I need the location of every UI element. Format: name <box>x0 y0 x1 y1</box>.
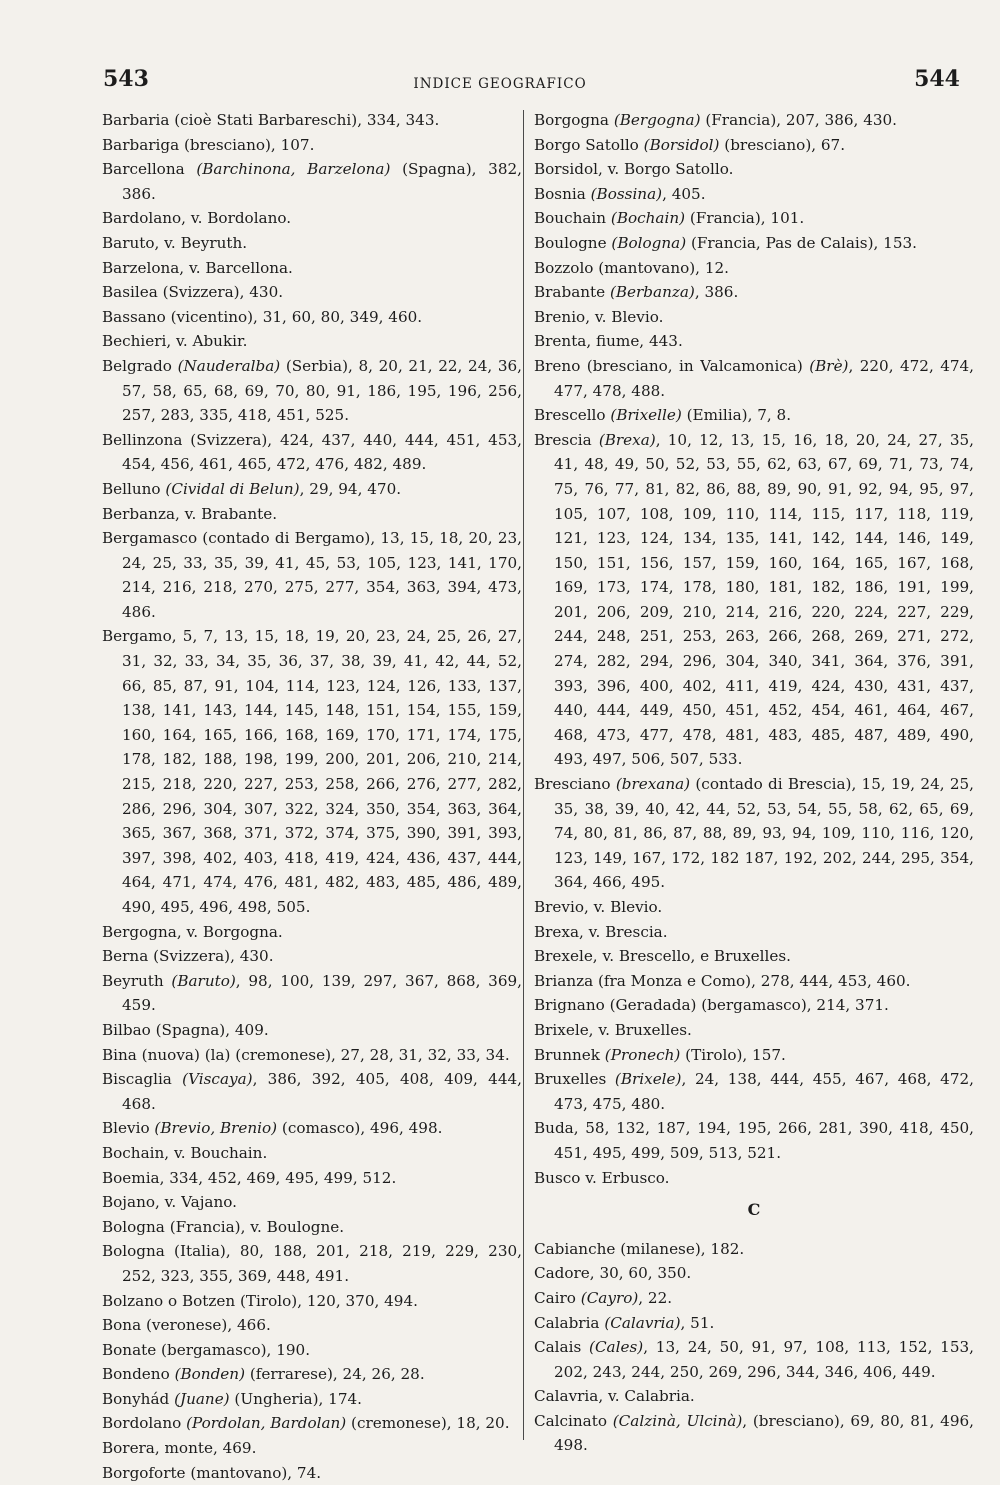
index-entry: Bergamasco (contado di Bergamo), 13, 15, 18, 20, 23, 24, 25, 33, 35, 39, 41, 45, 53, 105, 123, 141, 170, 214, 216, 218, 270, 275, 277, 354, 363, 394, 473, 486. <box>102 529 522 621</box>
index-entry: Bonate (bergamasco), 190. <box>102 1340 311 1359</box>
page-header <box>0 66 1000 96</box>
index-entry: Bresciano (brexana) (contado di Brescia), 15, 19, 24, 25, 35, 38, 39, 40, 42, 44, 52, 53, 54, 55, 58, 62, 65, 69, 74, 80, 81, 86, 87, 88, 89, 93, 94, 109, 110, 116, 120, 123, 149, 167, 172, 182 187, 192, 202, 244, 295, 354, 364, 466, 495. <box>534 775 974 892</box>
index-entry: Bondeno (Bonden) (ferrarese), 24, 26, 28. <box>102 1365 425 1384</box>
index-entry: Cabianche (milanese), 182. <box>534 1239 745 1258</box>
index-entry: Barzelona, v. Barcellona. <box>102 258 293 277</box>
index-entry: Boemia, 334, 452, 469, 495, 499, 512. <box>102 1168 397 1187</box>
section-letter: C <box>747 1200 761 1220</box>
index-entry: Bassano (vicentino), 31, 60, 80, 349, 460. <box>102 307 423 326</box>
index-entry: Calcinato (Calzinà, Ulcinà), (bresciano), 69, 80, 81, 496, 498. <box>534 1411 974 1455</box>
index-entry: Borgo Satollo (Borsidol) (bresciano), 67. <box>534 135 846 154</box>
index-entry: Busco v. Erbusco. <box>534 1168 670 1187</box>
index-entry: Borera, monte, 469. <box>102 1439 257 1458</box>
index-entry: Calavria, v. Calabria. <box>534 1387 695 1406</box>
page-number-left: 543 <box>103 66 149 92</box>
index-entries-c <box>534 1237 974 1458</box>
index-entry: Brescia (Brexa), 10, 12, 13, 15, 16, 18, 20, 24, 27, 35, 41, 48, 49, 50, 52, 53, 55, 62, 63, 67, 69, 71, 73, 74, 75, 76, 77, 81, 82, 86, 88, 89, 90, 91, 92, 94, 95, 97, 105, 107, 108, 109, 110, 114, 115, 117, 118, 119, 121, 123, 124, 134, 135, 141, 142, 144, 146, 149, 150, 151, 156, 157, 159, 160, 164, 165, 167, 168, 169, 173, 174, 178, 180, 181, 182, 186, 191, 199, 201, 206, 209, 210, 214, 216, 220, 224, 227, 229, 244, 248, 251, 253, 263, 266, 268, 269, 271, 272, 274, 282, 294, 296, 304, 340, 341, 364, 376, 391, 393, 396, 400, 402, 411, 419, 424, 430, 431, 437, 440, 444, 449, 450, 451, 452, 454, 461, 464, 467, 468, 473, 477, 478, 481, 483, 485, 487, 489, 490, 493, 497, 506, 507, 533. <box>534 430 975 769</box>
index-entry: Brexele, v. Brescello, e Bruxelles. <box>534 947 791 966</box>
index-entry: Brianza (fra Monza e Como), 278, 444, 453, 460. <box>534 971 911 990</box>
index-entry: Baruto, v. Beyruth. <box>102 233 248 252</box>
index-entry: Bellinzona (Svizzera), 424, 437, 440, 444, 451, 453, 454, 456, 461, 465, 472, 476, 482, 489. <box>102 430 522 474</box>
index-entry: Calais (Cales), 13, 24, 50, 91, 97, 108, 113, 152, 153, 202, 243, 244, 250, 269, 296, 344, 346, 406, 449. <box>534 1338 974 1381</box>
index-entry: Borgogna (Bergogna) (Francia), 207, 386, 430. <box>534 111 898 129</box>
index-entry: Bordolano (Pordolan, Bardolan) (cremonese), 18, 20. <box>102 1414 510 1433</box>
column-divider <box>523 110 524 1440</box>
index-entry: Bonyhád (Juane) (Ungheria), 174. <box>102 1389 363 1408</box>
index-entry: Bina (nuova) (la) (cremonese), 27, 28, 31, 32, 33, 34. <box>102 1045 510 1064</box>
index-entry: Brexa, v. Brescia. <box>534 922 668 941</box>
index-entry: Brunnek (Pronech) (Tirolo), 157. <box>534 1045 786 1064</box>
index-entry: Brevio, v. Blevio. <box>534 898 663 916</box>
index-entry: Cairo (Cayro), 22. <box>534 1288 673 1307</box>
index-entry: Barcellona (Barchinona, Barzelona) (Spagna), 382, 386. <box>102 160 522 203</box>
index-entry: Borsidol, v. Borgo Satollo. <box>534 160 734 179</box>
index-entry: Bona (veronese), 466. <box>102 1316 271 1335</box>
index-entry: Brignano (Geradada) (bergamasco), 214, 371. <box>534 996 889 1015</box>
index-entry: Belgrado (Nauderalba) (Serbia), 8, 20, 21, 22, 24, 36, 57, 58, 65, 68, 69, 70, 80, 91, 186, 195, 196, 256, 257, 283, 335, 418, 451, 525. <box>102 356 522 425</box>
index-entry: Cadore, 30, 60, 350. <box>534 1264 692 1283</box>
index-entry: Brescello (Brixelle) (Emilia), 7, 8. <box>534 406 792 425</box>
index-entry: Berna (Svizzera), 430. <box>102 947 274 966</box>
index-entry: Borgoforte (mantovano), 74. <box>102 1463 322 1482</box>
index-entry: Bozzolo (mantovano), 12. <box>534 258 729 277</box>
index-entry: Blevio (Brevio, Brenio) (comasco), 496, 498. <box>102 1119 443 1138</box>
index-entry: Barbariga (bresciano), 107. <box>102 135 315 154</box>
index-entry: Bologna (Italia), 80, 188, 201, 218, 219, 229, 230, 252, 323, 355, 369, 448, 491. <box>102 1242 522 1285</box>
index-entry: Beyruth (Baruto), 98, 100, 139, 297, 367, 868, 369, 459. <box>102 971 523 1015</box>
index-entry: Brixele, v. Bruxelles. <box>534 1020 692 1039</box>
index-entry: Bochain, v. Bouchain. <box>102 1143 268 1162</box>
index-column-right <box>534 108 974 1458</box>
index-entry: Bojano, v. Vajano. <box>102 1193 237 1212</box>
index-entry: Barbaria (cioè Stati Barbareschi), 334, 343. <box>102 111 440 129</box>
index-column-left <box>102 108 522 1485</box>
index-entry: Buda, 58, 132, 187, 194, 195, 266, 281, 390, 418, 450, 451, 495, 499, 509, 513, 521. <box>534 1119 974 1162</box>
index-entry: Bruxelles (Brixele), 24, 138, 444, 455, 467, 468, 472, 473, 475, 480. <box>534 1070 974 1113</box>
index-entry: Boulogne (Bologna) (Francia, Pas de Calais), 153. <box>534 233 917 252</box>
index-entry: Bouchain (Bochain) (Francia), 101. <box>534 209 805 228</box>
index-entry: Bosnia (Bossina), 405. <box>534 184 706 203</box>
index-entry: Bolzano o Botzen (Tirolo), 120, 370, 494. <box>102 1291 418 1310</box>
index-entry: Breno (bresciano, in Valcamonica) (Brè), 220, 472, 474, 477, 478, 488. <box>534 356 975 400</box>
index-entry: Berbanza, v. Brabante. <box>102 504 278 523</box>
running-title: INDICE GEOGRAFICO <box>413 76 587 92</box>
index-entry: Brenta, fiume, 443. <box>534 332 683 351</box>
index-entries-b <box>534 108 974 1190</box>
index-entry: Brabante (Berbanza), 386. <box>534 283 739 302</box>
index-entry: Bechieri, v. Abukir. <box>102 332 248 351</box>
index-entry: Bilbao (Spagna), 409. <box>102 1020 269 1039</box>
index-entry: Calabria (Calavria), 51. <box>534 1313 715 1332</box>
index-entry: Bardolano, v. Bordolano. <box>102 209 292 228</box>
index-entry: Basilea (Svizzera), 430. <box>102 283 284 302</box>
index-entry: Bergamo, 5, 7, 13, 15, 18, 19, 20, 23, 24, 25, 26, 27, 31, 32, 33, 34, 35, 36, 37, 38, 39, 41, 42, 44, 52, 66, 85, 87, 91, 104, 114, 123, 124, 126, 133, 137, 138, 141, 143, 144, 145, 148, 151, 154, 155, 159, 160, 164, 165, 166, 168, 169, 170, 171, 174, 175, 178, 182, 188, 198, 199, 200, 201, 206, 210, 214, 215, 218, 220, 227, 253, 258, 266, 276, 277, 282, 286, 296, 304, 307, 322, 324, 350, 354, 363, 364, 365, 367, 368, 371, 372, 374, 375, 390, 391, 393, 397, 398, 402, 403, 418, 419, 424, 436, 437, 444, 464, 471, 474, 476, 481, 482, 483, 485, 486, 489, 490, 495, 496, 498, 505. <box>102 627 522 916</box>
index-entry: Belluno (Cividal di Belun), 29, 94, 470. <box>102 479 402 498</box>
index-entry: Bologna (Francia), v. Boulogne. <box>102 1217 345 1236</box>
index-entry: Biscaglia (Viscaya), 386, 392, 405, 408, 409, 444, 468. <box>102 1070 522 1113</box>
page-number-right: 544 <box>914 66 960 92</box>
index-entry: Bergogna, v. Borgogna. <box>102 922 283 941</box>
index-entry: Brenio, v. Blevio. <box>534 307 664 326</box>
